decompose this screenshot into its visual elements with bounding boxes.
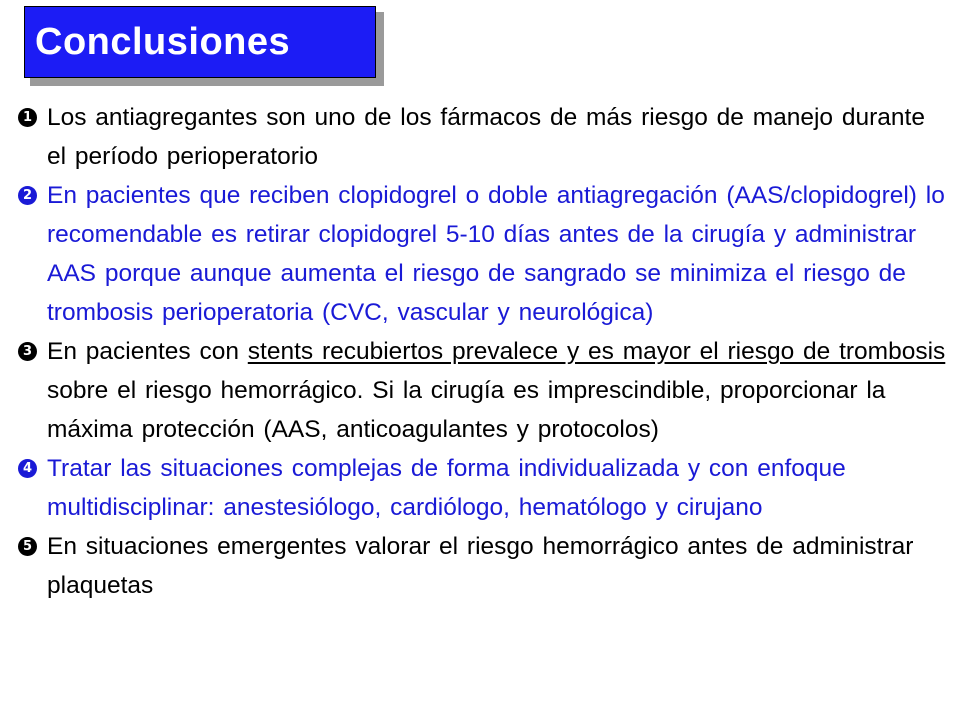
- list-item-2: [18, 176, 948, 332]
- number-3-icon: 3: [18, 342, 37, 361]
- item-3-text-after: sobre el riesgo hemorrágico. Si la cirugía es imprescindible, proporcionar la máxima protección (AAS, anticoagulantes y protocolos): [47, 377, 886, 443]
- item-5-text: En situaciones emergentes valorar el riesgo hemorrágico antes de administrar plaquetas: [47, 533, 914, 599]
- list-item-4: [18, 449, 948, 527]
- list-item-5: [18, 527, 948, 605]
- list-item-1: [18, 98, 948, 176]
- number-4-icon: 4: [18, 459, 37, 478]
- item-4-text: Tratar las situaciones complejas de forma individualizada y con enfoque multidisciplinar: anestesiólogo, cardiólogo, hematólogo y cirujano: [47, 455, 846, 521]
- conclusions-list: [18, 98, 948, 605]
- item-3-text-before: En pacientes con: [47, 338, 248, 365]
- item-2-text: En pacientes que reciben clopidogrel o doble antiagregación (AAS/clopidogrel) lo recomendable es retirar clopidogrel 5-10 días antes de la cirugía y administrar AAS porque aunque aumenta el riesgo de sangrado se minimiza el riesgo de trombosis perioperatoria (CVC, vascular y neurológica): [47, 182, 945, 326]
- list-item-3: [18, 332, 948, 449]
- item-1-text: Los antiagregantes son uno de los fármacos de más riesgo de manejo durante el período perioperatorio: [47, 104, 925, 170]
- number-1-icon: 1: [18, 108, 37, 127]
- number-5-icon: 5: [18, 537, 37, 556]
- slide-title: Conclusiones: [35, 20, 291, 63]
- title-box: [24, 6, 376, 78]
- item-3-text-underlined: stents recubiertos prevalece y es mayor el riesgo de trombosis: [247, 338, 946, 365]
- number-2-icon: 2: [18, 186, 37, 205]
